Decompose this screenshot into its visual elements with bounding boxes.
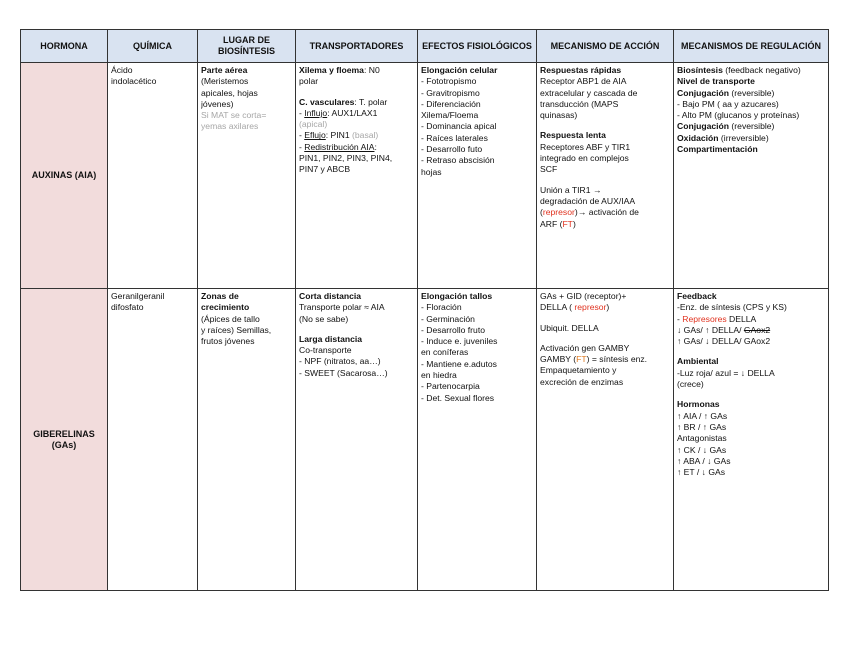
cell-text: ↓ GAs/ ↑ DELLA/ (677, 324, 744, 335)
cell-line (421, 167, 533, 178)
cell-text: ( (540, 207, 543, 218)
cell-text: crecimiento (201, 302, 250, 313)
cell-line (677, 325, 825, 336)
cell-text: - Dominancia apical (421, 121, 497, 132)
cell-text: Transporte polar ≈ AIA (299, 302, 385, 313)
cell-text: Eflujo (304, 130, 326, 141)
cell-line (299, 345, 414, 356)
cell-line (421, 336, 533, 347)
cell-text: (basal) (352, 130, 379, 141)
cell-line (677, 110, 825, 121)
cell-text: Corta distancia (299, 291, 362, 301)
cell-text: - Mantiene e.adutos (421, 358, 497, 369)
cell-text: ↑ AIA / ↑ GAs (677, 410, 728, 421)
cell-spacer (677, 347, 825, 356)
cell-line (421, 110, 533, 121)
cell-text: FT (576, 354, 587, 365)
cell-line (677, 99, 825, 110)
header-row (21, 30, 829, 63)
cell-text: Unión a TIR1 → (540, 184, 602, 195)
cell-text: degradación de AUX/IAA (540, 195, 636, 206)
cell-text: : PIN1 (325, 130, 353, 141)
cell-text: Xilema/Floema (421, 110, 479, 121)
cell-text: (irreversible) (718, 132, 769, 143)
cell-text: - Bajo PM ( aa y azucares) (677, 98, 779, 109)
cell-text: GAs + GID (receptor)+ (540, 291, 627, 301)
cell-line (421, 65, 533, 76)
cell-text: Redistribución AIA (304, 141, 375, 152)
cell-text: represor (574, 302, 607, 313)
cell-line (677, 422, 825, 433)
transportadores-cell (296, 63, 418, 289)
cell-text: Conjugación (677, 121, 730, 132)
cell-text: (Meristemos (201, 76, 249, 87)
quimica-cell (108, 63, 198, 289)
cell-line (540, 323, 670, 334)
cell-text: )→ activación de (574, 207, 639, 218)
cell-text: Represores (682, 313, 727, 324)
cell-text: - Fototropismo (421, 76, 477, 87)
cell-line (540, 354, 670, 365)
transportadores-cell (296, 289, 418, 591)
cell-text: - Desarrollo futo (421, 144, 483, 155)
regulacion-cell (674, 289, 829, 591)
cell-spacer (540, 176, 670, 185)
cell-text: Xilema y floema (299, 65, 364, 75)
biosintesis-cell (198, 63, 296, 289)
cell-text: Si MAT se corta= (201, 110, 267, 121)
cell-line (111, 291, 194, 302)
cell-text: (crece) (677, 379, 704, 390)
cell-text: represor (542, 207, 575, 218)
header-hormona: HORMONA (21, 30, 108, 63)
cell-line (111, 76, 194, 87)
cell-line (421, 133, 533, 144)
cell-spacer (540, 121, 670, 130)
hormone-name-cell: GIBERELINAS (GAs) (21, 289, 108, 591)
cell-line (201, 325, 292, 336)
cell-text: Antagonistas (677, 433, 727, 444)
quimica-cell (108, 289, 198, 591)
cell-line (201, 302, 292, 313)
cell-line (540, 343, 670, 354)
cell-text: -Luz roja/ azul = ↓ DELLA (677, 367, 775, 378)
cell-text: : N0 (363, 65, 380, 75)
cell-text: Co-transporte (299, 345, 352, 356)
cell-text: indolacético (111, 76, 157, 87)
cell-line (421, 155, 533, 166)
cell-line (421, 88, 533, 99)
cell-text: Parte aérea (201, 65, 248, 75)
cell-line (540, 164, 670, 175)
cell-line (201, 65, 292, 76)
cell-text: : AUX1/LAX1 (327, 107, 378, 118)
biosintesis-cell (198, 289, 296, 591)
cell-text: en hiedra (421, 370, 457, 381)
cell-line (540, 365, 670, 376)
cell-line (299, 314, 414, 325)
cell-text: Oxidación (677, 132, 719, 143)
cell-line (540, 130, 670, 141)
cell-text: Hormonas (677, 399, 720, 410)
efectos-cell (418, 63, 537, 289)
cell-text: extracelular y cascada de (540, 87, 638, 98)
cell-text: - (299, 141, 305, 152)
cell-line (299, 302, 414, 313)
cell-text: PIN7 y ABCB (299, 164, 351, 175)
mecanismo-accion-cell (537, 63, 674, 289)
cell-line (677, 411, 825, 422)
cell-line (677, 368, 825, 379)
cell-text: (reversible) (729, 87, 775, 98)
cell-text: Influjo (304, 107, 328, 118)
cell-spacer (540, 334, 670, 343)
cell-text: - Det. Sexual flores (421, 392, 495, 403)
regulacion-cell (674, 63, 829, 289)
cell-line (677, 121, 825, 132)
cell-line (201, 121, 292, 132)
header-quimica: QUÍMICA (108, 30, 198, 63)
header-transportadores: TRANSPORTADORES (296, 30, 418, 63)
cell-text: - SWEET (Sacarosa…) (299, 367, 388, 378)
cell-line (421, 325, 533, 336)
cell-text: GAox2 (743, 324, 771, 335)
cell-line (677, 302, 825, 313)
cell-text: Larga distancia (299, 333, 363, 344)
cell-text: - (299, 107, 305, 118)
cell-text: ↑ GAs/ ↓ DELLA/ GAox2 (677, 336, 771, 347)
cell-line (299, 334, 414, 345)
cell-text: Receptor ABP1 de AIA (540, 76, 627, 87)
cell-line (677, 445, 825, 456)
cell-text: - Retraso abscisión (421, 155, 495, 166)
cell-line (677, 65, 825, 76)
cell-line (540, 185, 670, 196)
cell-text: - Floración (421, 302, 462, 313)
cell-text: Receptores ABF y TIR1 (540, 141, 631, 152)
cell-text: ) (606, 302, 610, 313)
cell-line (201, 110, 292, 121)
cell-text: y raíces) Semillas, (201, 324, 272, 335)
cell-line (421, 144, 533, 155)
cell-line (677, 467, 825, 478)
efectos-cell (418, 289, 537, 591)
cell-line (540, 88, 670, 99)
cell-text: - (299, 130, 305, 141)
cell-text: ARF ( (540, 218, 563, 229)
cell-line (299, 108, 414, 119)
cell-line (677, 144, 825, 155)
cell-text: - Diferenciación (421, 98, 481, 109)
cell-text: PIN1, PIN2, PIN3, PIN4, (299, 153, 393, 164)
cell-text: - (677, 313, 683, 324)
cell-line (299, 153, 414, 164)
cell-line (677, 336, 825, 347)
cell-line (677, 291, 825, 302)
header-lugar-biosintesis: LUGAR DE BIOSÍNTESIS (198, 30, 296, 63)
cell-line (540, 302, 670, 313)
cell-text: hojas (421, 166, 442, 177)
cell-line (677, 399, 825, 410)
cell-line (540, 65, 670, 76)
cell-line (421, 314, 533, 325)
cell-text: integrado en complejos (540, 153, 629, 164)
cell-text: ) = síntesis enz. (586, 354, 648, 365)
cell-text: ) (572, 218, 576, 229)
cell-line (201, 291, 292, 302)
cell-line (677, 88, 825, 99)
cell-text: (No se sabe) (299, 313, 349, 324)
cell-text: : (374, 141, 377, 152)
cell-text: Elongación tallos (421, 291, 493, 301)
cell-line (540, 291, 670, 302)
cell-line (421, 381, 533, 392)
cell-line (299, 291, 414, 302)
cell-text: - NPF (nitratos, aa…) (299, 356, 381, 367)
cell-text: DELLA (726, 313, 757, 324)
cell-line (299, 164, 414, 175)
cell-text: Feedback (677, 291, 717, 301)
cell-line (299, 356, 414, 367)
cell-text: - Desarrollo fruto (421, 324, 485, 335)
cell-text: ↑ BR / ↑ GAs (677, 421, 727, 432)
cell-line (201, 76, 292, 87)
cell-line (421, 76, 533, 87)
header-mecanismos-regulacion: MECANISMOS DE REGULACIÓN (674, 30, 829, 63)
cell-text: Activación gen GAMBY (540, 342, 630, 353)
cell-text: jóvenes) (201, 98, 234, 109)
cell-text: - Alto PM (glucanos y proteínas) (677, 110, 800, 121)
cell-text: -Enz. de síntesis (CPS y KS) (677, 302, 787, 313)
cell-text: Compartimentación (677, 144, 758, 155)
cell-text: - Partenocarpia (421, 381, 480, 392)
cell-text: - Germinación (421, 313, 475, 324)
cell-line (421, 99, 533, 110)
cell-line (299, 65, 414, 76)
cell-text: - Gravitropismo (421, 87, 480, 98)
cell-text: (feedback negativo) (722, 65, 801, 75)
cell-spacer (540, 314, 670, 323)
cell-text: yemas axilares (201, 121, 259, 132)
cell-line (421, 302, 533, 313)
cell-line (201, 88, 292, 99)
cell-line (540, 110, 670, 121)
cell-line (677, 356, 825, 367)
cell-text: : T. polar (354, 96, 388, 107)
cell-text: DELLA ( (540, 302, 575, 313)
cell-line (540, 99, 670, 110)
cell-text: (reversible) (729, 121, 775, 132)
table-row-auxinas (21, 63, 829, 289)
cell-text: Geranilgeranil (111, 291, 165, 301)
cell-text: quinasas) (540, 110, 578, 121)
header-efectos-fisiologicos: EFECTOS FISIOLÓGICOS (418, 30, 537, 63)
cell-line (677, 379, 825, 390)
cell-text: difosfato (111, 302, 144, 313)
cell-text: (Ápices de tallo (201, 313, 260, 324)
cell-line (421, 359, 533, 370)
cell-spacer (677, 390, 825, 399)
cell-text: Zonas de (201, 291, 239, 301)
cell-line (540, 196, 670, 207)
cell-line (421, 347, 533, 358)
cell-spacer (299, 325, 414, 334)
cell-line (677, 456, 825, 467)
cell-line (299, 368, 414, 379)
hormone-name-cell: AUXINAS (AIA) (21, 63, 108, 289)
cell-line (421, 370, 533, 381)
cell-spacer (299, 88, 414, 97)
cell-text: Ambiental (677, 356, 719, 367)
cell-text: Empaquetamiento y (540, 365, 617, 376)
cell-text: - Induce e. juveniles (421, 336, 498, 347)
cell-line (299, 130, 414, 141)
cell-line (677, 314, 825, 325)
mecanismo-accion-cell (537, 289, 674, 591)
cell-text: Ubiquit. DELLA (540, 322, 599, 333)
table-row-giberelinas (21, 289, 829, 591)
cell-text: en coníferas (421, 347, 469, 358)
header-mecanismo-accion: MECANISMO DE ACCIÓN (537, 30, 674, 63)
cell-text: Biosíntesis (677, 65, 723, 75)
cell-text: Respuestas rápidas (540, 65, 622, 75)
cell-line (540, 377, 670, 388)
cell-text: transducción (MAPS (540, 98, 619, 109)
cell-line (299, 97, 414, 108)
cell-text: ↑ CK / ↓ GAs (677, 444, 727, 455)
hormone-table (20, 29, 829, 591)
cell-line (540, 219, 670, 230)
cell-text: Elongación celular (421, 65, 498, 75)
cell-text: apicales, hojas (201, 87, 258, 98)
cell-text: FT (562, 218, 573, 229)
cell-line (540, 153, 670, 164)
cell-text: ↑ ET / ↓ GAs (677, 467, 726, 478)
cell-text: Respuesta lenta (540, 130, 606, 141)
cell-text: - Raíces laterales (421, 132, 488, 143)
cell-text: frutos jóvenes (201, 336, 255, 347)
cell-text: ↑ ABA / ↓ GAs (677, 455, 731, 466)
cell-line (299, 76, 414, 87)
cell-line (540, 142, 670, 153)
cell-line (540, 207, 670, 218)
cell-line (677, 76, 825, 87)
cell-text: SCF (540, 164, 558, 175)
cell-text: excreción de enzimas (540, 376, 624, 387)
cell-line (201, 336, 292, 347)
cell-line (677, 133, 825, 144)
cell-line (540, 76, 670, 87)
cell-text: GAMBY ( (540, 354, 577, 365)
cell-text: Conjugación (677, 87, 730, 98)
cell-text: C. vasculares (299, 96, 355, 107)
cell-line (111, 302, 194, 313)
cell-line (421, 393, 533, 404)
cell-text: Nivel de transporte (677, 76, 755, 87)
cell-line (421, 291, 533, 302)
cell-line (299, 142, 414, 153)
cell-line (111, 65, 194, 76)
cell-text: Ácido (111, 65, 133, 75)
cell-text: (apical) (299, 119, 328, 130)
cell-text: polar (299, 76, 319, 87)
cell-line (201, 99, 292, 110)
cell-line (299, 119, 414, 130)
cell-line (201, 314, 292, 325)
cell-line (677, 433, 825, 444)
cell-line (421, 121, 533, 132)
